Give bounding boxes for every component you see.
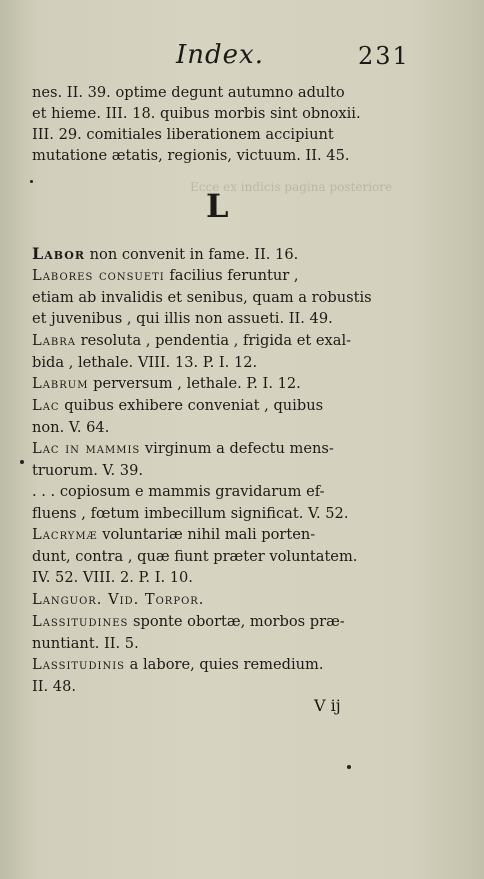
- index-entry: [32, 589, 404, 611]
- index-entry: [32, 243, 404, 266]
- intro-line: [32, 103, 404, 125]
- entry-text: fluens , fœtum imbecillum significat. V. 52.: [32, 504, 349, 522]
- ink-speck: [20, 460, 24, 464]
- entry-text: bida , lethale. VIII. 13. P. I. 12.: [32, 353, 258, 371]
- entry-text: copiosum e mammis gravidarum ef-: [55, 483, 325, 500]
- index-entry: [32, 265, 404, 330]
- entry-text: Vid. Torpor.: [102, 591, 205, 608]
- running-title: Index.: [176, 40, 264, 70]
- entry-head: Lacrymæ: [32, 526, 98, 543]
- entry-head: Lac: [32, 397, 60, 414]
- index-entry: [32, 524, 404, 589]
- entry-text: non convenit in fame. II. 16.: [85, 246, 299, 263]
- entry-text: nuntiant. II. 5.: [32, 634, 139, 652]
- entry-head: Lac in mammis: [32, 440, 141, 457]
- entry-head: . . .: [32, 483, 56, 500]
- entry-text: a labore, quies remedium.: [125, 656, 324, 673]
- show-through-text: Ecce ex indicis pagina posteriore: [190, 180, 393, 194]
- entry-text: et juvenibus , qui illis non assueti. II. 49.: [32, 310, 333, 327]
- entry-text: sponte obortæ, morbos præ-: [128, 613, 345, 630]
- index-entry: [32, 395, 404, 438]
- intro-text: et hieme. III. 18. quibus morbis sint obnoxii.: [32, 105, 361, 122]
- entry-text: quibus exhibere conveniat , quibus: [59, 397, 324, 414]
- entry-head: Labrum: [32, 375, 89, 392]
- entry-text: etiam ab invalidis et senibus, quam a robustis: [32, 288, 372, 306]
- entry-text: voluntariæ nihil mali porten-: [97, 526, 316, 543]
- entry-text: facilius feruntur ,: [164, 267, 299, 284]
- entry-head: Languor.: [32, 591, 103, 608]
- index-entry: [32, 438, 404, 481]
- entry-head: Labores consueti: [32, 267, 165, 284]
- entry-text: non. V. 64.: [32, 418, 110, 436]
- entry-text: dunt, contra , quæ fiunt præter voluntatem.: [32, 547, 358, 565]
- entry-head: Lassitudinis: [32, 656, 126, 673]
- signature-mark: V ij: [314, 696, 341, 715]
- entry-text: virginum a defectu mens-: [140, 440, 334, 457]
- ink-speck: [30, 180, 33, 183]
- index-entry: [32, 330, 404, 373]
- entry-text: IV. 52. VIII. 2. P. I. 10.: [32, 569, 193, 586]
- index-entry: [32, 373, 404, 395]
- entry-head: Lassitudines: [32, 613, 129, 630]
- entry-text: II. 48.: [32, 677, 77, 695]
- section-letter: L: [206, 187, 229, 225]
- intro-line: mutatione ætatis, regionis, victuum. II. 45.: [32, 147, 350, 164]
- entry-head: Labor: [32, 244, 86, 263]
- index-entry: [32, 654, 404, 697]
- entry-text: perversum , lethale. P. I. 12.: [88, 375, 301, 392]
- entry-text: resoluta , pendentia , frigida et exal-: [76, 332, 352, 349]
- entry-text: truorum. V. 39.: [32, 461, 143, 479]
- page-number: 231: [358, 42, 410, 70]
- entry-head: Labra: [32, 332, 77, 349]
- index-entry: [32, 481, 404, 524]
- intro-line: III. 29. comitiales liberationem accipiunt: [32, 126, 334, 143]
- ink-speck: [347, 765, 351, 769]
- intro-line: nes. II. 39. optime degunt autumno adulto: [32, 84, 345, 101]
- index-entry: [32, 611, 404, 654]
